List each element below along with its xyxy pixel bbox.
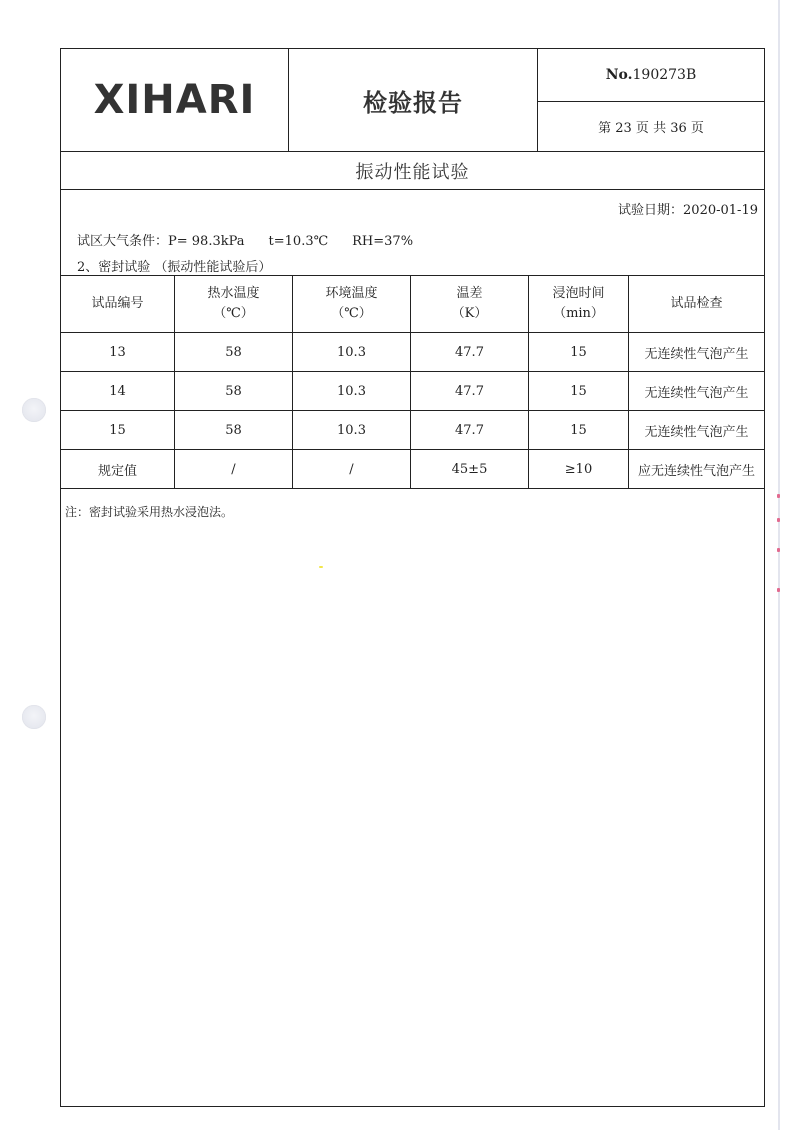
header-line2: （℃） [213, 306, 254, 321]
cell-spec-hot-water-temp: / [175, 450, 293, 489]
atmos-temperature: t=10.3℃ [268, 234, 329, 249]
header-ambient-temp [293, 276, 411, 333]
cell-spec-immersion-time: ≥10 [529, 450, 629, 489]
header-line1: 热水温度 [207, 286, 260, 301]
header-line2: （K） [451, 306, 488, 321]
cell-ambient-temp: 10.3 [293, 372, 411, 411]
atmos-humidity: RH=37% [352, 234, 414, 249]
cell-inspection: 无连续性气泡产生 [629, 411, 765, 450]
cell-hot-water-temp: 58 [175, 411, 293, 450]
company-logo: XIHARI [93, 77, 256, 123]
table-row [61, 333, 765, 372]
title-cell [289, 49, 538, 151]
test-date: 试验日期：2020-01-19 [618, 203, 758, 218]
cell-ambient-temp: 10.3 [293, 333, 411, 372]
cell-immersion-time: 15 [529, 411, 629, 450]
cell-temp-diff: 47.7 [411, 372, 529, 411]
cell-spec-temp-diff: 45±5 [411, 450, 529, 489]
cell-sample-no: 15 [61, 411, 175, 450]
cell-hot-water-temp: 58 [175, 333, 293, 372]
header-line2: （℃） [331, 306, 372, 321]
cell-inspection: 无连续性气泡产生 [629, 333, 765, 372]
header-line1: 试品编号 [91, 296, 144, 311]
cell-immersion-time: 15 [529, 372, 629, 411]
cell-sample-no: 13 [61, 333, 175, 372]
atmospheric-conditions [77, 230, 437, 249]
subsection-title: 2、密封试验 （振动性能试验后） [77, 260, 272, 275]
section-title: 振动性能试验 [61, 152, 764, 190]
cell-inspection: 无连续性气泡产生 [629, 372, 765, 411]
header-sample-no [61, 276, 175, 333]
logo-cell [61, 49, 289, 151]
header-line1: 环境温度 [325, 286, 378, 301]
header-hot-water-temp [175, 276, 293, 333]
table-header-row [61, 276, 765, 333]
header-inspection [629, 276, 765, 333]
cell-spec-label: 规定值 [61, 450, 175, 489]
atmos-pressure: P= 98.3kPa [168, 234, 245, 249]
header-temp-diff [411, 276, 529, 333]
cell-ambient-temp: 10.3 [293, 411, 411, 450]
report-number-prefix: No. [605, 67, 633, 83]
cell-spec-inspection: 应无连续性气泡产生 [629, 450, 765, 489]
header-line1: 温差 [456, 286, 483, 301]
scan-mark [777, 518, 780, 522]
report-number [538, 49, 764, 102]
header-line2: （min） [553, 306, 604, 321]
page-info: 第 23 页 共 36 页 [598, 121, 704, 136]
binder-hole-top [22, 398, 46, 422]
cell-hot-water-temp: 58 [175, 372, 293, 411]
scan-mark [777, 494, 780, 498]
header-immersion-time [529, 276, 629, 333]
report-header [61, 49, 764, 152]
scan-mark [777, 588, 780, 592]
table-note: 注：密封试验采用热水浸泡法。 [65, 505, 234, 519]
report-title: 检验报告 [363, 88, 463, 117]
scan-edge [778, 0, 780, 1130]
report-number-value: 190273B [632, 67, 697, 83]
header-line1: 试品检查 [670, 296, 723, 311]
cell-temp-diff: 47.7 [411, 333, 529, 372]
cell-sample-no: 14 [61, 372, 175, 411]
cell-spec-ambient-temp: / [293, 450, 411, 489]
scan-mark [777, 548, 780, 552]
header-line1: 浸泡时间 [552, 286, 605, 301]
seal-test-table [60, 275, 765, 489]
cell-immersion-time: 15 [529, 333, 629, 372]
binder-hole-bottom [22, 705, 46, 729]
atmos-label: 试区大气条件： [77, 234, 169, 249]
report-frame [60, 48, 765, 1107]
table-row-spec [61, 450, 765, 489]
table-row [61, 411, 765, 450]
table-row [61, 372, 765, 411]
cell-temp-diff: 47.7 [411, 411, 529, 450]
